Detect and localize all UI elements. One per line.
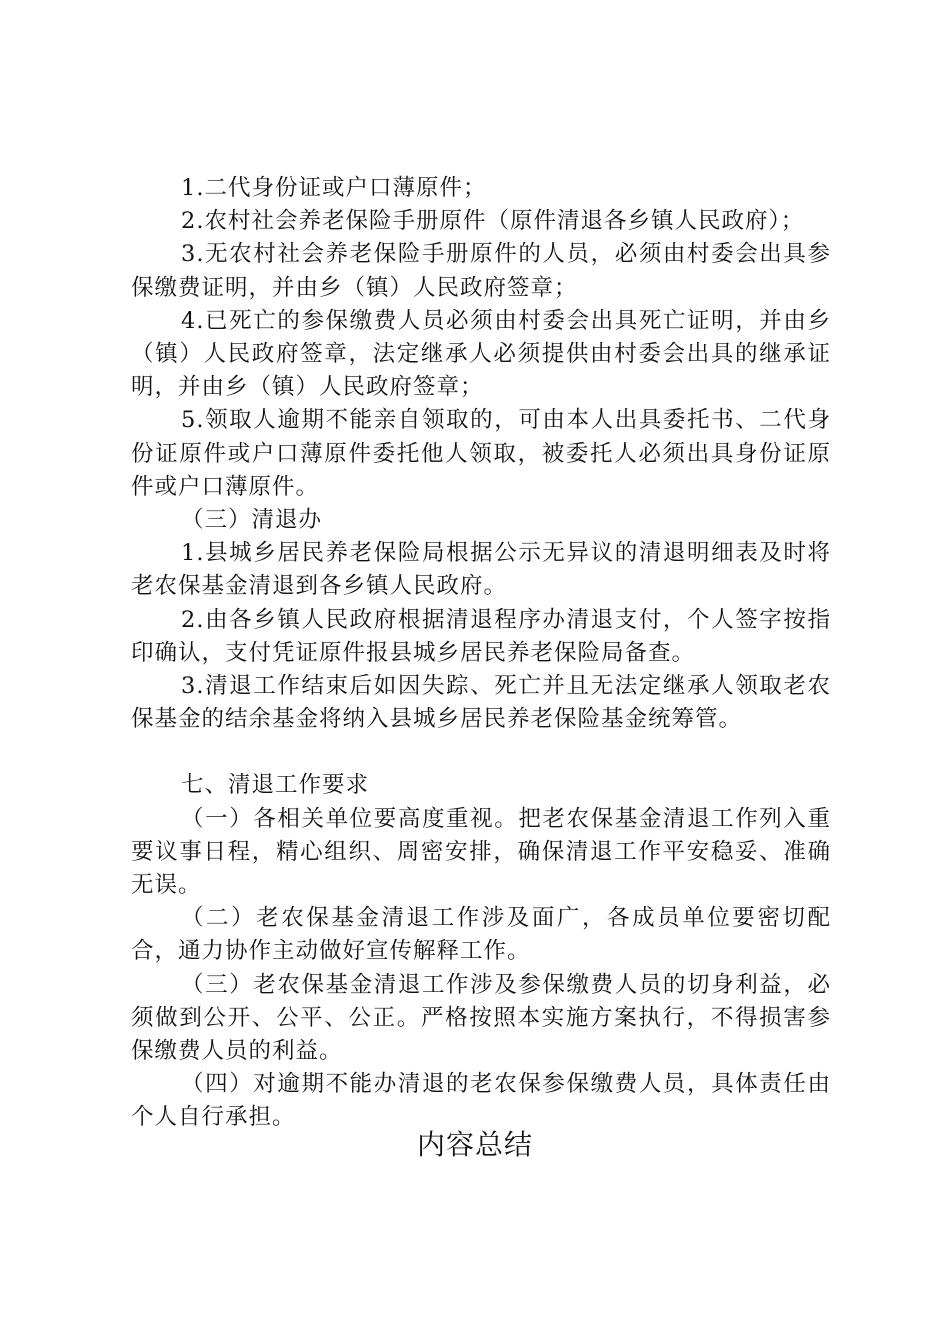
doc-paragraph-3: 3.无农村社会养老保险手册原件的人员，必须由村委会出具参保缴费证明，并由乡（镇）人民政府签章；	[131, 241, 831, 301]
section-heading-seven: 七、清退工作要求	[181, 772, 370, 799]
paragraph-spacer	[131, 736, 831, 769]
doc-paragraph-4: 4.已死亡的参保缴费人员必须由村委会出具死亡证明，并由乡（镇）人民政府签章，法定继承人必须提供由村委会出具的继承证明，并由乡（镇）人民政府签章；	[131, 307, 831, 401]
summary-title: 内容总结	[416, 1128, 533, 1161]
section-heading-clearance-office: （三）清退办	[181, 507, 323, 534]
requirement-paragraph-4: （四）对逾期不能办清退的老农保参保缴费人员，具体责任由个人自行承担。	[131, 1071, 831, 1131]
requirement-paragraph-2: （二）老农保基金清退工作涉及面广，各成员单位要密切配合，通力协作主动做好宣传解释工作。	[131, 905, 831, 965]
doc-paragraph-8: 3.清退工作结束后如因失踪、死亡并且无法定继承人领取老农保基金的结余基金将纳入县城乡居民养老保险基金统筹管。	[131, 673, 831, 733]
doc-paragraph-6: 1.县城乡居民养老保险局根据公示无异议的清退明细表及时将老农保基金清退到各乡镇人民政府。	[131, 540, 831, 600]
requirement-paragraph-3: （三）老农保基金清退工作涉及参保缴费人员的切身利益，必须做到公开、公平、公正。严格按照本实施方案执行，不得损害参保缴费人员的利益。	[131, 971, 831, 1065]
requirement-paragraph-1: （一）各相关单位要高度重视。把老农保基金清退工作列入重要议事日程，精心组织、周密安排，确保清退工作平安稳妥、准确无误。	[131, 805, 831, 899]
doc-paragraph-2: 2.农村社会养老保险手册原件（原件清退各乡镇人民政府）；	[181, 208, 805, 235]
document-body	[131, 172, 831, 1135]
doc-paragraph-7: 2.由各乡镇人民政府根据清退程序办清退支付，个人签字按指印确认，支付凭证原件报县城乡居民养老保险局备查。	[131, 606, 831, 666]
doc-paragraph-1: 1.二代身份证或户口薄原件；	[181, 175, 487, 201]
doc-paragraph-5: 5.领取人逾期不能亲自领取的，可由本人出具委托书、二代身份证原件或户口薄原件委托他人领取，被委托人必须出具身份证原件或户口薄原件。	[131, 407, 831, 500]
